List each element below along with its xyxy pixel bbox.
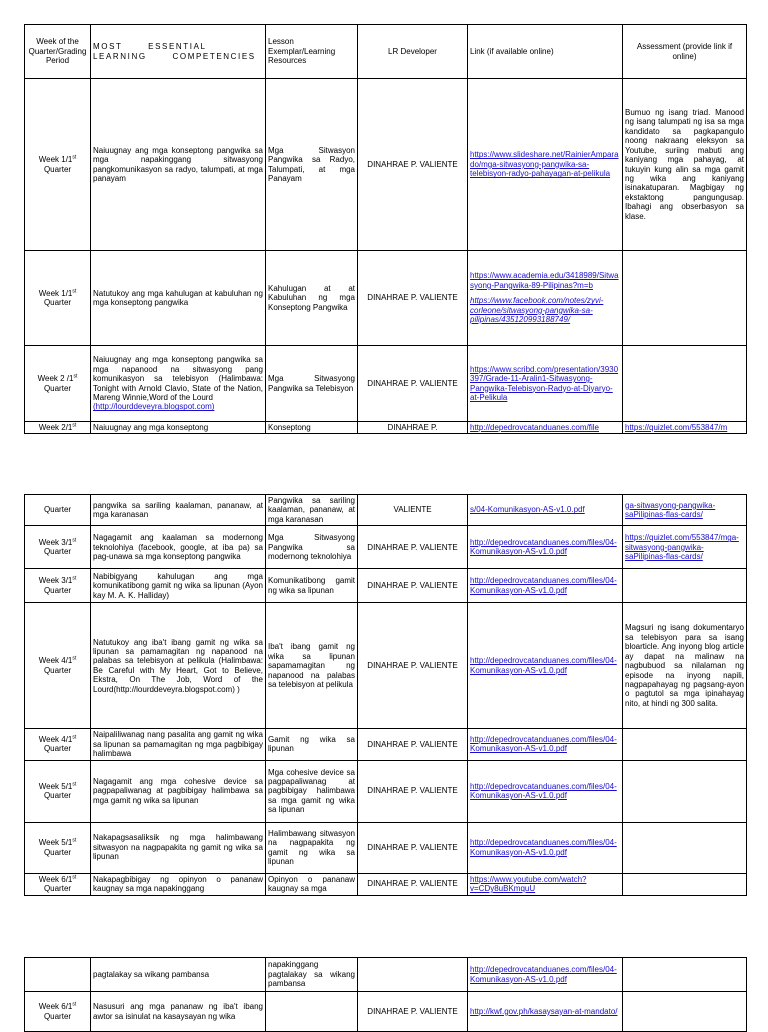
developer-name: DINAHRAE P. [387, 423, 438, 432]
week-ordinal: st [72, 837, 77, 844]
week-cell [25, 422, 91, 434]
lesson-cell [266, 603, 358, 729]
assessment-cell [623, 526, 747, 569]
lesson-text: Kahulugan at at Kabuluhan ng mga Konseptong Pangwika [268, 283, 355, 312]
lesson-cell [266, 251, 358, 346]
lesson-text: Mga Sitwasyong Pangwika sa Telebisyon [268, 374, 355, 393]
competency-text: Nabibigyang kahulugan ang mga komunikatibong gamit ng wika sa lipunan (Ayon kay M. A. K. Halliday) [93, 571, 263, 600]
resource-link[interactable]: s/04-Komunikasyon-AS-v1.0.pdf [470, 505, 585, 515]
developer-name: DINAHRAE P. VALIENTE [367, 661, 458, 671]
link-cell [468, 873, 623, 895]
header-assessment: Assessment (provide link if online) [623, 25, 747, 79]
competency-text: Nakapagsasaliksik ng mga halimbawang sitwasyon na nagpapakita ng gamit ng wika sa lipunan [93, 833, 263, 862]
competency-cell [91, 958, 266, 992]
resource-link[interactable]: http://depedrovcatanduanes.com/files/04-Komunikasyon-AS-v1.0.pdf [470, 965, 617, 984]
developer-cell [358, 79, 468, 251]
table-row [25, 603, 747, 729]
developer-cell [358, 603, 468, 729]
week-cell [25, 603, 91, 729]
assessment-cell [623, 958, 747, 992]
week-cell [25, 958, 91, 992]
resource-link[interactable]: http://depedrovcatanduanes.com/files/04-Komunikasyon-AS-v1.0.pdf [470, 838, 617, 857]
week-number: Week 2 /1 [37, 374, 74, 384]
lesson-text: Komunikatibong gamit ng wika sa lipunan [268, 576, 355, 595]
link-cell [468, 569, 623, 603]
assessment-link[interactable]: ga-sitwasyong-pangwika-saPilipinas-flas-cards/ [625, 500, 716, 520]
assessment-cell [623, 495, 747, 526]
assessment-cell [623, 729, 747, 760]
assessment-link[interactable]: https://quizlet.com/553847/m [625, 423, 728, 432]
table-row [25, 760, 747, 822]
table-row [25, 526, 747, 569]
competency-text: Natutukoy ang mga kahulugan at kabuluhan ng mga konseptong pangwika [93, 288, 263, 307]
link-cell [468, 729, 623, 760]
week-quarter: Quarter [43, 383, 72, 393]
developer-cell [358, 526, 468, 569]
resource-link[interactable]: http://kwf.gov.ph/kasaysayan-at-mandato/ [470, 1006, 618, 1016]
competency-text: pangwika sa sariling kaalaman, pananaw, at mga karanasan [93, 500, 263, 520]
week-ordinal: st [73, 373, 78, 380]
week-number: Week 3/1 [38, 576, 73, 586]
assessment-cell [623, 992, 747, 1032]
resource-link[interactable]: http://depedrovcatanduanes.com/files/04-Komunikasyon-AS-v1.0.pdf [470, 781, 617, 801]
competency-cell [91, 251, 266, 346]
table-row [25, 958, 747, 992]
week-ordinal: st [72, 287, 77, 294]
assessment-link[interactable]: https://quizlet.com/553847/mga-sitwasyong-pangwika-saPilipinas-flas-cards/ [625, 533, 739, 562]
developer-name: DINAHRAE P. VALIENTE [367, 378, 458, 388]
lesson-cell [266, 822, 358, 873]
week-number: Week 6/1 [38, 874, 73, 884]
week-quarter: Quarter [43, 847, 72, 857]
competency-text: pagtalakay sa wikang pambansa [93, 969, 210, 979]
week-ordinal: st [72, 575, 77, 582]
week-quarter: Quarter [43, 585, 72, 595]
header-week: Week of the Quarter/Grading Period [25, 25, 91, 79]
resource-link[interactable]: https://www.youtube.com/watch?v=CDy8uBKmquU [470, 874, 587, 894]
header-competency: MOST ESSENTIAL LEARNING COMPETENCIES [91, 25, 266, 79]
week-cell [25, 346, 91, 422]
lesson-cell [266, 958, 358, 992]
resource-link[interactable]: http://depedrovcatanduanes.com/files/04-Komunikasyon-AS-v1.0.pdf [470, 537, 617, 557]
link-cell [468, 526, 623, 569]
table-row [25, 495, 747, 526]
competency-table-page-2 [24, 494, 747, 896]
week-number: Week 2/1 [38, 423, 73, 432]
lesson-cell [266, 729, 358, 760]
resource-link[interactable]: http://depedrovcatanduanes.com/file [470, 423, 599, 432]
week-number: Week 1/1 [38, 288, 73, 298]
link-cell [468, 346, 623, 422]
header-lesson: Lesson Exemplar/Learning Resources [266, 25, 358, 79]
week-ordinal: st [72, 154, 77, 161]
week-cell [25, 992, 91, 1032]
week-ordinal: st [72, 781, 77, 788]
developer-name: DINAHRAE P. VALIENTE [367, 786, 458, 796]
competency-text: Naiuugnay ang mga konseptong pangwika sa mga napanood na sitwasyong pang komunikasyon sa telebisyon (Halimbawa: Tonight with Arnold Clavio, State of the Nation, Mareng Winnie,Word of the Lourd [93, 355, 263, 402]
competency-cell [91, 822, 266, 873]
resource-link[interactable]: https://www.academia.edu/3418989/Sitwasyong-Pangwika-89-Pilipinas?m=b [470, 271, 619, 290]
developer-cell [358, 346, 468, 422]
competency-cell [91, 526, 266, 569]
table-body [25, 495, 747, 896]
link-cell [468, 603, 623, 729]
week-cell [25, 79, 91, 251]
table-row [25, 346, 747, 422]
week-number: Week 5/1 [38, 838, 73, 848]
week-cell [25, 569, 91, 603]
week-number: Week 4/1 [38, 656, 73, 666]
competency-cell [91, 346, 266, 422]
week-cell [25, 495, 91, 526]
developer-name: DINAHRAE P. VALIENTE [367, 879, 458, 889]
week-quarter: Quarter [43, 665, 72, 675]
assessment-cell [623, 603, 747, 729]
week-ordinal: st [72, 422, 77, 429]
week-number: Week 6/1 [38, 1002, 73, 1012]
competency-cell [91, 79, 266, 251]
competency-cell [91, 992, 266, 1032]
resource-link[interactable]: http://depedrovcatanduanes.com/files/04-Komunikasyon-AS-v1.0.pdf [470, 576, 617, 595]
week-number: Week 5/1 [38, 781, 73, 791]
week-quarter: Quarter [43, 505, 72, 515]
lesson-text: Mga Sitwasyong Pangwika sa modernong teknolohiya [268, 533, 355, 562]
week-number: Week 4/1 [38, 735, 73, 745]
developer-cell [358, 251, 468, 346]
resource-link[interactable]: https://www.facebook.com/notes/zyvi-corleone/sitwasyong-pangwika-sa-pilipinas/435120993188749/ [470, 296, 604, 325]
week-ordinal: st [72, 655, 77, 662]
lesson-cell [266, 992, 358, 1032]
header-link: Link (if available online) [468, 25, 623, 79]
week-cell [25, 822, 91, 873]
competency-table-page-3 [24, 957, 747, 1032]
assessment-text: Magsuri ng isang dokumentaryo sa telebisyon para sa isang bloarticle. Ang inyong blog article ay dapat na malinaw na nagbubuod sa nilalaman ng episode na inyong napili, nagpapahayag ng pagsang-ayon o pagtutol sa mga ipinahayag nito, at hindi ng 300 salita. [625, 623, 744, 708]
competency-cell [91, 422, 266, 434]
developer-name: VALIENTE [393, 505, 432, 515]
table-row [25, 422, 747, 434]
assessment-cell [623, 873, 747, 895]
week-cell [25, 729, 91, 760]
developer-name: DINAHRAE P. VALIENTE [367, 542, 458, 552]
link-cell [468, 495, 623, 526]
resource-link[interactable]: https://www.slideshare.net/RainierAmparado/mga-sitwasyong-pangwika-sa-telebisyon-radyo-pahayagan-at-pelikula [470, 150, 619, 179]
resource-link[interactable]: http://depedrovcatanduanes.com/files/04-Komunikasyon-AS-v1.0.pdf [470, 735, 617, 754]
competency-cell [91, 760, 266, 822]
developer-cell [358, 992, 468, 1032]
week-ordinal: st [72, 537, 77, 544]
link-cell [468, 958, 623, 992]
link-cell [468, 992, 623, 1032]
week-number: Week 1/1 [38, 155, 73, 165]
competency-cell [91, 603, 266, 729]
header-developer: LR Developer [358, 25, 468, 79]
week-number: Week 3/1 [38, 537, 73, 547]
assessment-cell [623, 569, 747, 603]
table-row [25, 729, 747, 760]
developer-cell [358, 422, 468, 434]
developer-cell [358, 569, 468, 603]
developer-cell [358, 873, 468, 895]
lesson-cell [266, 79, 358, 251]
developer-cell [358, 760, 468, 822]
resource-link[interactable]: https://www.scribd.com/presentation/3930397/Grade-11-Aralin1-Sitwasyong-Pangwika-Telebisyon-Radyo-at-Diyaryo-at-Pelikula [470, 364, 619, 402]
competency-text: Nagagamit ang kaalaman sa modernong teknolohiya (facebook, google, at iba pa) sa pag-unawa sa mga konseptong pangwika [93, 533, 263, 562]
developer-name: DINAHRAE P. VALIENTE [367, 739, 458, 749]
assessment-text: Bumuo ng isang triad. Manood ng isang talumpati ng isa sa mga kandidato sa pagkapangulo noong nakraang eleksyon sa Youtube, suriing mabuti ang kaniyang mga pahayag, at tukuyin kung alin sa mga gamit ng wika ang kaniyang isinakatuparan. Magbigay ng ekstaktong pangungusap. Ibahagi ang obserbasyon sa klase. [625, 107, 744, 221]
lesson-text: Mga Sitwasyon Pangwika sa Radyo, Talumpati, at mga Panayam [268, 145, 355, 183]
developer-cell [358, 729, 468, 760]
lesson-cell [266, 873, 358, 895]
developer-name: DINAHRAE P. VALIENTE [367, 159, 458, 169]
lesson-text: Gamit ng wika sa lipunan [268, 735, 355, 754]
link-cell [468, 822, 623, 873]
table-row [25, 822, 747, 873]
developer-name: DINAHRAE P. VALIENTE [367, 1006, 458, 1016]
lesson-text: napakinggang pagtalakay sa wikang pambansa [268, 960, 355, 989]
competency-text: Natutukoy ang iba't ibang gamit ng wika sa lipunan sa pamamagitan ng napanood na palabas sa telebisyon at pelikula (Halimbawa: Be Careful with My Heart, Got to Believe, Ekstra, On The Job, Word of the Lourd(http://lourddeveyra.blogspot.com) ) [93, 637, 263, 694]
week-cell [25, 251, 91, 346]
competency-text: Naiuugnay ang mga konseptong [93, 423, 209, 432]
table-row [25, 251, 747, 346]
week-quarter: Quarter [43, 547, 72, 557]
table-row [25, 569, 747, 603]
table-header-row [25, 25, 747, 79]
lesson-cell [266, 495, 358, 526]
competency-cell [91, 873, 266, 895]
link-cell [468, 422, 623, 434]
table-row [25, 873, 747, 895]
competency-text: Naiuugnay ang mga konseptong pangwika sa mga napakinggang sitwasyong pangkomunikasyon sa radyo, talumpati, at mga panayam [93, 145, 263, 183]
competency-cell [91, 729, 266, 760]
assessment-cell [623, 251, 747, 346]
link-cell [468, 79, 623, 251]
week-ordinal: st [72, 1001, 77, 1008]
lesson-cell [266, 346, 358, 422]
table-body [25, 958, 747, 1032]
resource-link[interactable]: http://depedrovcatanduanes.com/files/04-Komunikasyon-AS-v1.0.pdf [470, 656, 617, 675]
week-cell [25, 526, 91, 569]
lesson-cell [266, 422, 358, 434]
competency-text: Nagagamit ang mga cohesive device sa pagpapaliwanag at pagbibigay halimbawa sa mga gamit ng wika sa lipunan [93, 776, 263, 805]
competency-cell [91, 569, 266, 603]
table-row [25, 992, 747, 1032]
table-row [25, 79, 747, 251]
developer-cell [358, 822, 468, 873]
assessment-cell [623, 79, 747, 251]
lesson-text: Opinyon o pananaw kaugnay sa mga [268, 874, 355, 894]
assessment-cell [623, 422, 747, 434]
assessment-cell [623, 760, 747, 822]
competency-text: Nakapagbibigay ng opinyon o pananaw kaugnay sa mga napakinggang [93, 874, 263, 894]
week-ordinal: st [72, 734, 77, 741]
competency-table-page-1 [24, 24, 747, 434]
week-quarter: Quarter [43, 298, 72, 307]
assessment-cell [623, 346, 747, 422]
lesson-text: Iba't ibang gamit ng wika sa lipunan sapamamagitan ng napanood na palabas sa telebisyon at pelikula [268, 642, 355, 689]
lesson-cell [266, 760, 358, 822]
week-cell [25, 760, 91, 822]
week-quarter: Quarter [43, 1011, 72, 1021]
lesson-text: Halimbawang sitwasyon na nagpapakita ng gamit ng wika sa lipunan [268, 828, 355, 867]
table-body [25, 79, 747, 434]
developer-name: DINAHRAE P. VALIENTE [367, 842, 458, 852]
assessment-cell [623, 822, 747, 873]
competency-cell [91, 495, 266, 526]
week-quarter: Quarter [43, 884, 72, 894]
lesson-cell [266, 526, 358, 569]
competency-text: Naipaliliwanag nang pasalita ang gamit ng wika sa lipunan sa pamamagitan ng mga pagbibigay halimbawa [93, 730, 263, 759]
week-ordinal: st [72, 873, 77, 880]
week-quarter: Quarter [43, 164, 72, 174]
competency-text: Nasusuri ang mga pananaw ng iba't ibang awtor sa isinulat na kasaysayan ng wika [93, 1002, 263, 1021]
week-cell [25, 873, 91, 895]
link-cell [468, 760, 623, 822]
week-quarter: Quarter [43, 791, 72, 801]
lesson-text: Pangwika sa sariling kaalaman, pananaw, at mga karanasan [268, 496, 355, 524]
lesson-text: Konseptong [268, 423, 311, 432]
lesson-cell [266, 569, 358, 603]
competency-link[interactable]: (http://lourddeveyra.blogspot.com) [93, 402, 215, 412]
developer-cell [358, 495, 468, 526]
link-cell [468, 251, 623, 346]
developer-name: DINAHRAE P. VALIENTE [367, 581, 458, 591]
developer-name: DINAHRAE P. VALIENTE [367, 293, 458, 303]
developer-cell [358, 958, 468, 992]
lesson-text: Mga cohesive device sa pagpapaliwanag at pagbibigay halimbawa sa mga gamit ng wika sa lipunan [268, 767, 355, 815]
week-quarter: Quarter [43, 744, 72, 754]
